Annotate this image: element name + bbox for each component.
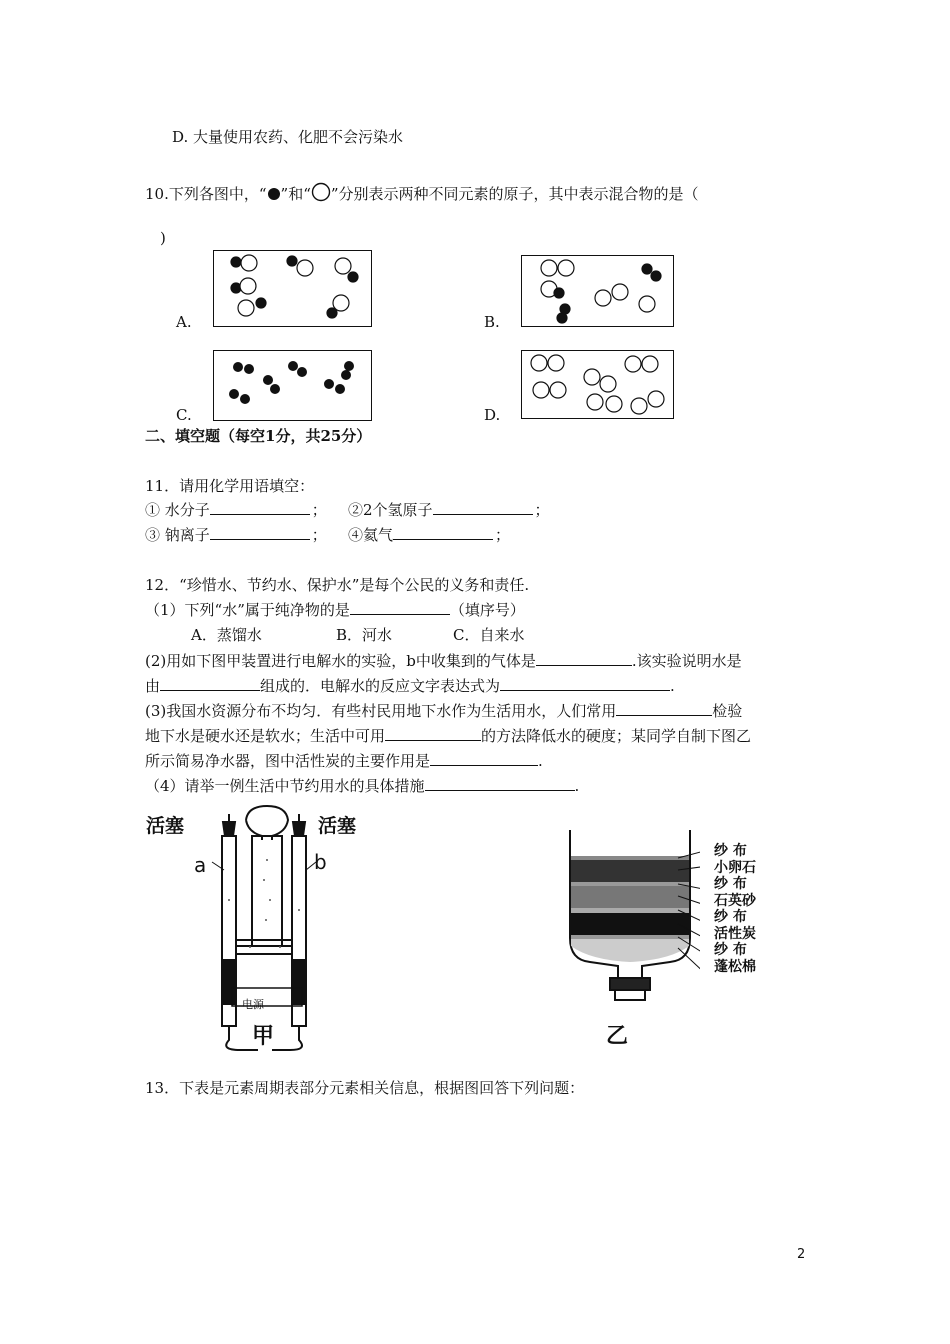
q12-part-4 <box>145 776 579 796</box>
q11-row-2 <box>145 525 327 545</box>
power-label: 电源 <box>242 998 264 1011</box>
q10-stem-part: 10.下列各图中，“ <box>145 185 267 203</box>
q11-item-4: ④氦气 <box>348 526 394 544</box>
purifier-layer-label: 纱 布 <box>714 942 747 958</box>
q12-p2-text: (2)用如下图甲装置进行电解水的实验，b中收集到的气体是 <box>145 652 536 670</box>
q10-stem-part: ”和“ <box>280 185 311 203</box>
q12-blank-1[interactable] <box>350 600 450 615</box>
q11-item-2: ②2个氢原子 <box>348 501 433 519</box>
q12-blank-7[interactable] <box>430 751 538 766</box>
q12-part-3-line3 <box>145 751 543 771</box>
white-atom-icon <box>311 182 331 202</box>
q12-part-3-line1 <box>145 701 742 721</box>
q12-part-2-line2 <box>145 676 675 696</box>
q12-opt-a: A．蒸馏水 <box>191 626 262 644</box>
q12-p2-text: 组成的．电解水的反应文字表达式为 <box>260 677 501 695</box>
q12-blank-8[interactable] <box>425 776 575 791</box>
q12-p2-end: . <box>670 677 675 695</box>
q12-p3-text: 所示简易净水器，图中活性炭的主要作用是 <box>145 752 431 770</box>
tube-label-b: b <box>314 850 327 874</box>
q12-p4-end: . <box>574 777 580 795</box>
stopper-label-left: 活塞 <box>146 815 185 837</box>
purifier-layer-labels <box>714 843 756 975</box>
q12-p1-text: （1）下列“水”属于纯净物的是 <box>145 601 350 619</box>
stopper-label-right: 活塞 <box>318 815 357 837</box>
q12-p3-text: 的方法降低水的硬度；某同学自制下图乙 <box>481 727 752 745</box>
q11-item-3: ③ 钠离子 <box>145 526 210 544</box>
q13-stem: 13．下表是元素周期表部分元素相关信息，根据图回答下列问题： <box>145 1079 585 1097</box>
q11-sep: ； <box>495 526 511 544</box>
q10-stem <box>145 182 699 204</box>
q11-item-1: ① 水分子 <box>145 501 210 519</box>
q10-diagram-a <box>213 250 373 328</box>
q10-label-c: C. <box>176 406 192 424</box>
q11-row-1 <box>145 500 327 520</box>
q12-p3-text: 地下水是硬水还是软水；生活中可用 <box>145 727 386 745</box>
q12-p2-text: .该实验说明水是 <box>631 652 742 670</box>
q10-stem-part: ”分别表示两种不同元素的原子，其中表示混合物的是（ <box>330 185 699 203</box>
q11-sep: ； <box>311 501 327 519</box>
q12-p4-text: （4）请举一例生活中节约用水的具体措施 <box>145 777 425 795</box>
q11-row-2b <box>348 525 510 545</box>
q11-blank-3[interactable] <box>210 525 310 540</box>
q10-label-a: A. <box>176 313 192 331</box>
purifier-layer-label: 纱 布 <box>714 876 747 892</box>
page-number: 2 <box>797 1247 806 1262</box>
purifier-layer-label: 蓬松棉 <box>714 958 756 975</box>
q12-opt-c: C．自来水 <box>453 626 525 644</box>
figure-jia-caption: 甲 <box>252 1024 275 1049</box>
q11-sep: ； <box>534 501 550 519</box>
q11-blank-1[interactable] <box>210 500 310 515</box>
purifier-layer-label: 小卵石 <box>714 859 756 876</box>
q12-stem: 12．“珍惜水、节约水、保护水”是每个公民的义务和责任. <box>145 576 530 594</box>
electrolysis-apparatus-figure <box>140 800 380 1055</box>
q10-diagram-c <box>213 350 373 422</box>
q10-diagram-b <box>521 255 675 328</box>
purifier-layer-label: 纱 布 <box>714 843 747 859</box>
q11-blank-4[interactable] <box>393 525 493 540</box>
q11-row-1b <box>348 500 550 520</box>
purifier-layer-label: 石英砂 <box>714 892 756 909</box>
q11-blank-2[interactable] <box>433 500 533 515</box>
q12-blank-6[interactable] <box>385 726 481 741</box>
q12-opt-b: B．河水 <box>336 626 393 644</box>
q11-stem: 11．请用化学用语填空： <box>145 477 315 495</box>
q11-sep: ； <box>311 526 327 544</box>
q12-blank-2[interactable] <box>536 651 632 666</box>
q12-p3-text: (3)我国水资源分布不均匀．有些村民用地下水作为生活用水，人们常用 <box>145 702 617 720</box>
q12-part-3-line2 <box>145 726 751 746</box>
q10-stem-close: ) <box>160 229 166 247</box>
section-title: 二、填空题（每空1分，共25分） <box>145 427 372 445</box>
q10-label-d: D. <box>484 406 501 424</box>
q10-diagram-d <box>521 350 675 420</box>
q12-p3-end: . <box>538 752 543 770</box>
q12-blank-5[interactable] <box>616 701 712 716</box>
q12-part-1 <box>145 600 525 620</box>
q12-p3-text: 检验 <box>712 702 743 720</box>
q12-blank-3[interactable] <box>160 676 260 691</box>
q12-p1-tail: （填序号） <box>449 601 525 619</box>
q12-blank-4[interactable] <box>500 676 670 691</box>
figure-yi-caption: 乙 <box>606 1024 629 1049</box>
q10-label-b: B. <box>484 313 500 331</box>
q12-part-2-line1 <box>145 651 742 671</box>
q9-option-d: D. 大量使用农药、化肥不会污染水 <box>172 128 404 146</box>
black-atom-icon <box>267 187 281 201</box>
water-purifier-figure <box>560 828 700 1018</box>
tube-label-a: a <box>194 853 207 877</box>
q12-p2-text: 由 <box>145 677 161 695</box>
purifier-layer-label: 活性炭 <box>714 925 756 942</box>
purifier-layer-label: 纱 布 <box>714 909 747 925</box>
